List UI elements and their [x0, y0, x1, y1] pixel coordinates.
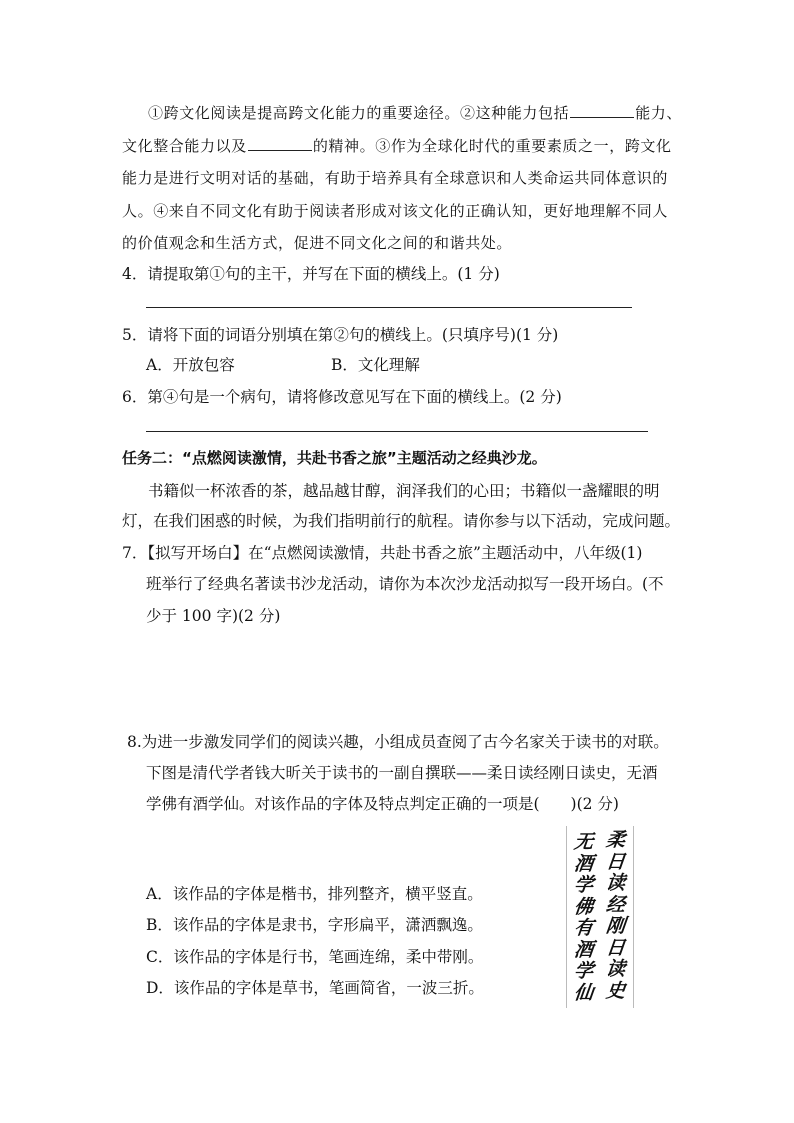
couplet-char: 史 [605, 979, 627, 1002]
q8-option-b[interactable]: B．该作品的字体是隶书，字形扁平，潇洒飘逸。 [146, 916, 483, 934]
q8-option-d[interactable]: D．该作品的字体是草书，笔画简省，一波三折。 [146, 979, 484, 997]
q5-option-a[interactable]: A．开放包容 [146, 356, 235, 374]
couplet-char: 刚 [605, 915, 627, 937]
question-5: 5．请将下面的词语分别填在第②句的横线上。(只填序号)(1 分) [122, 326, 559, 344]
q8-option-c[interactable]: C．该作品的字体是行书，笔画连绵，柔中带刚。 [146, 948, 484, 966]
task-2-intro-line-1: 书籍似一杯浓香的茶，越品越甘醇，润泽我们的心田；书籍似一盏耀眼的明 [148, 482, 660, 500]
couplet-char: 柔 [605, 829, 627, 851]
question-7-line-1: 7．【拟写开场白】在“点燃阅读激情，共赴书香之旅”主题活动中，八年级(1) [122, 544, 643, 562]
passage-line-2 [122, 135, 672, 156]
couplet-char: 佛 [573, 895, 595, 918]
couplet-left-column [569, 832, 599, 1004]
passage-line-1 [148, 102, 682, 123]
passage-line-1b: 能力、 [635, 104, 683, 122]
question-8-line-1: 8.为进一步激发同学们的阅读兴趣，小组成员查阅了古今名家关于读书的对联。 [127, 733, 669, 751]
couplet-char: 经 [605, 893, 627, 916]
couplet-char: 读 [605, 958, 627, 980]
couplet-char: 学 [573, 874, 595, 896]
question-8-line-2: 下图是清代学者钱大昕关于读书的一副自撰联——柔日读经刚日读史，无酒 [146, 764, 658, 782]
passage-line-1a: ①跨文化阅读是提高跨文化能力的重要途径。②这种能力包括 [148, 104, 570, 122]
passage-line-3: 能力是进行文明对话的基础，有助于培养具有全球意识和人类命运共同体意识的 [122, 169, 669, 187]
passage-line-5: 的价值观念和生活方式，促进不同文化之间的和谐共处。 [122, 234, 513, 252]
passage-line-4: 人。④来自不同文化有助于阅读者形成对该文化的正确认知，更好地理解不同人 [122, 202, 669, 220]
couplet-char: 日 [605, 936, 627, 959]
passage-line-2a: 文化整合能力以及 [122, 137, 247, 155]
answer-line-q6[interactable] [146, 431, 648, 432]
answer-blank-1[interactable] [570, 103, 634, 118]
task-2-intro-line-2: 灯，在我们困惑的时候，为我们指明前行的航程。请你参与以下活动，完成问题。 [122, 512, 681, 530]
question-7-line-3: 少于 100 字)(2 分) [146, 607, 281, 625]
task-2-title: 任务二：“点燃阅读激情，共赴书香之旅”主题活动之经典沙龙。 [122, 449, 547, 467]
answer-blank-2[interactable] [248, 136, 312, 151]
couplet-right-column [601, 830, 631, 1002]
couplet-char: 仙 [573, 981, 595, 1004]
couplet-char: 学 [573, 960, 595, 982]
question-6: 6．第④句是一个病句，请将修改意见写在下面的横线上。(2 分) [122, 388, 562, 406]
couplet-char: 酒 [573, 938, 595, 961]
calligraphy-couplet-image [566, 826, 634, 1008]
answer-line-q4[interactable] [146, 307, 632, 308]
question-8-line-3: 学佛有酒学仙。对该作品的字体及特点判定正确的一项是( )(2 分) [146, 795, 619, 813]
couplet-char: 日 [605, 850, 627, 873]
couplet-char: 无 [573, 831, 595, 853]
question-7-line-2: 班举行了经典名著读书沙龙活动，请你为本次沙龙活动拟写一段开场白。(不 [146, 575, 664, 593]
passage-line-2b: 的精神。③作为全球化时代的重要素质之一，跨文化 [312, 137, 672, 155]
question-4: 4．请提取第①句的主干，并写在下面的横线上。(1 分) [122, 265, 500, 283]
couplet-char: 读 [605, 872, 627, 894]
couplet-char: 酒 [573, 852, 595, 875]
q5-option-b[interactable]: B．文化理解 [331, 356, 420, 374]
q8-option-a[interactable]: A．该作品的字体是楷书，排列整齐，横平竖直。 [146, 885, 483, 903]
couplet-char: 有 [573, 917, 595, 939]
